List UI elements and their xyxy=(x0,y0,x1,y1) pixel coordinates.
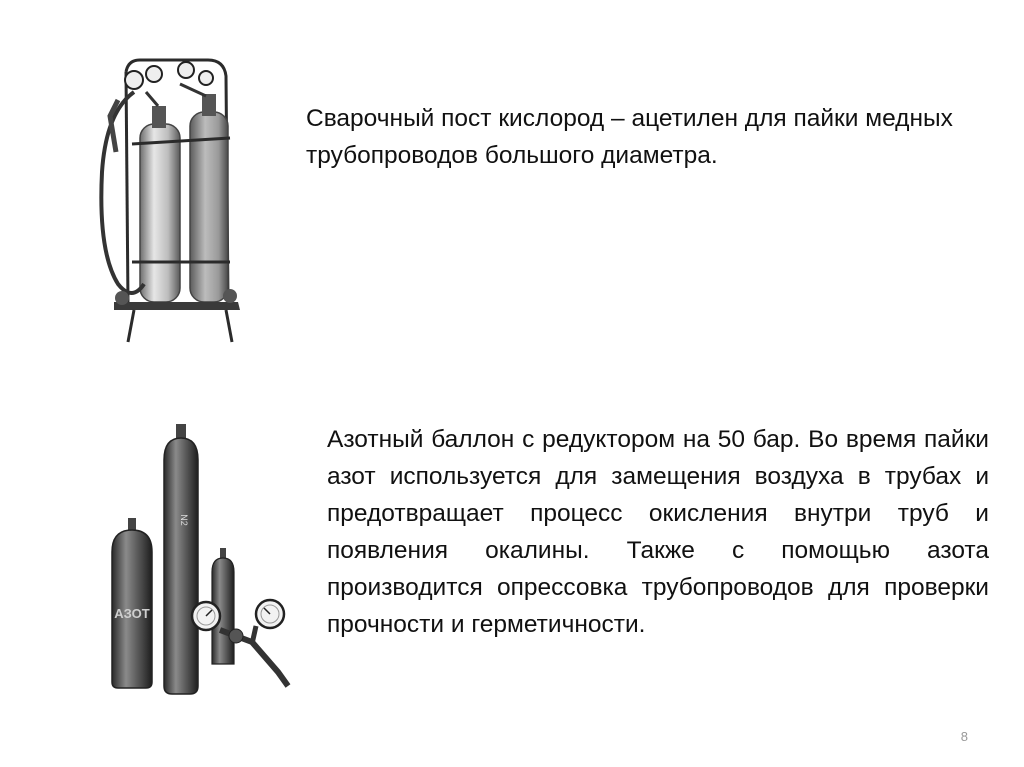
nitrogen-cylinder-image xyxy=(102,420,306,698)
welding-post-image xyxy=(88,52,260,352)
page-number: 8 xyxy=(960,729,968,744)
nitrogen-cylinder-caption: Азотный баллон с редуктором на 50 бар. Во время пайки азот используется для замещения воздуха в трубах и предотвращает процесс окисления внутри труб и появления окалины. Также с помощью азота производится опрессовка трубопроводов для проверки прочности и герметичности. xyxy=(327,426,989,638)
svg-text:N2: N2 xyxy=(179,514,189,526)
nitrogen-cylinder-label: АЗОТ xyxy=(114,606,150,621)
welding-post-caption: Сварочный пост кислород – ацетилен для пайки медных трубопроводов большого диаметра. xyxy=(306,105,953,169)
